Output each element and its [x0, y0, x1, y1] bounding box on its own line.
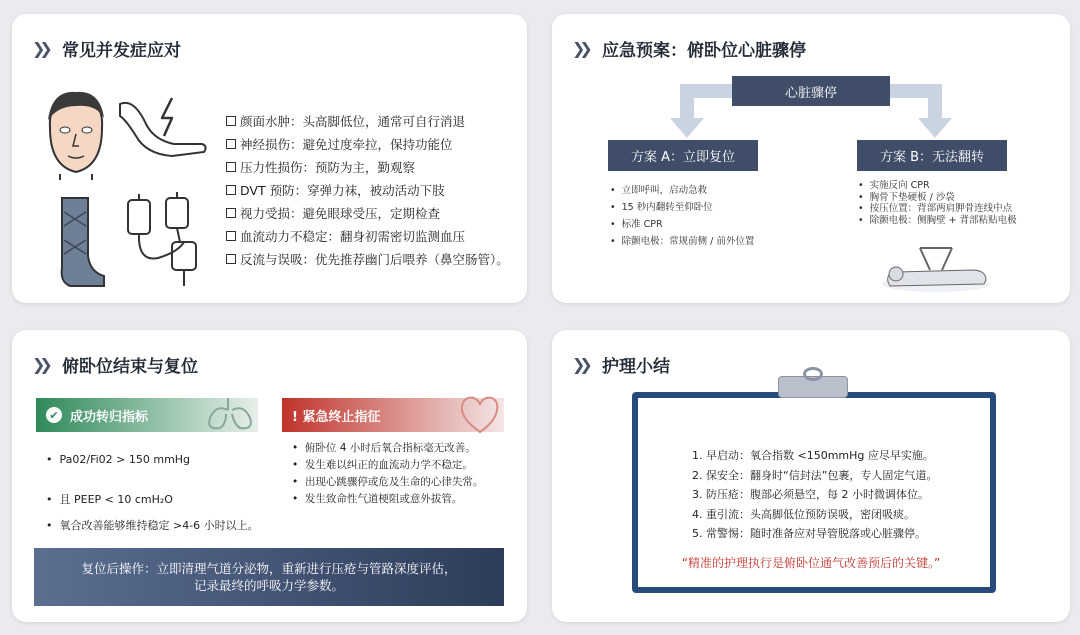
check-icon: ✔	[46, 407, 62, 423]
list-item: 压力性损伤：预防为主，勤观察	[226, 156, 516, 179]
success-header: ✔ 成功转归指标	[36, 398, 258, 432]
list-item: • 胸骨下垫硬板 / 沙袋	[858, 191, 955, 203]
compression-stocking-icon	[52, 194, 108, 290]
list-item: 3. 防压疮：腹部必须悬空，每 2 小时微调体位。	[692, 488, 929, 501]
reverse-cpr-illustration-icon	[880, 244, 992, 294]
list-item: • 发生致命性气道梗阻或意外拔管。	[292, 493, 463, 505]
nerve-injury-arm-icon	[116, 94, 212, 164]
complications-list	[226, 110, 516, 271]
list-item: • 发生难以纠正的血流动力学不稳定。	[292, 459, 473, 471]
arrow-down-icon	[918, 118, 952, 138]
list-item: 血流动力不稳定：翻身初需密切监测血压	[226, 225, 516, 248]
list-item: • 出现心跳骤停或危及生命的心律失常。	[292, 476, 484, 488]
chevron-right-icon: ❯❯	[32, 39, 47, 58]
list-item: • 按压位置：背部两肩胛骨连线中点	[858, 203, 1013, 214]
end-card	[12, 330, 527, 622]
stop-header: ! 紧急终止指征	[282, 398, 504, 432]
summary-card	[552, 330, 1070, 622]
list-item: • 除颤电极：侧胸壁 + 背部粘贴电极	[858, 214, 1017, 226]
list-item: 神经损伤：避免过度牵拉，保持功能位	[226, 133, 516, 156]
lungs-icon	[202, 394, 258, 434]
heart-icon	[456, 392, 504, 436]
card-header	[32, 352, 198, 377]
list-item: 视力受损：避免眼球受压，定期检查	[226, 202, 516, 225]
post-reposition-note: 复位后操作：立即清理气道分泌物，重新进行压疮与管路深度评估， 记录最终的呼吸力学参数。	[34, 548, 504, 606]
chevron-right-icon: ❯❯	[572, 39, 587, 58]
emergency-card	[552, 14, 1070, 303]
card-header	[32, 36, 181, 61]
drainage-tube-icon	[118, 192, 208, 290]
plan-a-list	[610, 182, 760, 250]
chevron-right-icon: ❯❯	[32, 355, 47, 374]
list-item: • 15 秒内翻转至仰卧位	[610, 202, 713, 213]
card-title: 应急预案：俯卧位心脏骤停	[602, 41, 806, 61]
cardiac-arrest-box: 心脏骤停	[732, 76, 890, 106]
list-item: 2. 保安全：翻身时“信封法”包裹，专人固定气道。	[692, 468, 938, 482]
plan-b-list	[858, 180, 1058, 226]
success-item: • Pa02/Fi02 > 150 mmHg	[46, 453, 191, 466]
card-title: 护理小结	[602, 357, 670, 377]
list-item: 5. 常警惕：随时准备应对导管脱落或心脏骤停。	[692, 527, 926, 540]
plan-b-box: 方案 B：无法翻转	[857, 140, 1007, 171]
list-item: • 除颤电极：常规前侧 / 前外位置	[610, 236, 755, 247]
list-item: DVT 预防：穿弹力袜，被动活动下肢	[226, 179, 516, 202]
chevron-right-icon: ❯❯	[572, 355, 587, 374]
complications-card	[12, 14, 527, 303]
connector	[928, 84, 942, 122]
clipboard-clip-icon	[778, 376, 848, 398]
list-item: 4. 重引流：头高脚低位预防误吸，密闭吸痰。	[692, 507, 915, 521]
list-item: • 标准 CPR	[610, 219, 663, 230]
card-header	[572, 36, 806, 61]
list-item: • 俯卧位 4 小时后氧合指标毫无改善。	[292, 442, 476, 454]
summary-quote: “精准的护理执行是俯卧位通气改善预后的关键。”	[681, 556, 941, 570]
card-title: 常见并发症应对	[62, 41, 181, 61]
summary-list	[692, 446, 937, 544]
connector	[680, 84, 694, 122]
card-title: 俯卧位结束与复位	[62, 357, 198, 377]
list-item: • 实施反向 CPR	[858, 180, 930, 191]
list-item: 颜面水肿：头高脚低位，通常可自行消退	[226, 110, 516, 133]
list-item: 1. 早启动：氧合指数 <150mmHg 应尽早实施。	[692, 449, 934, 462]
success-item: • 且 PEEP < 10 cmH₂O	[46, 493, 173, 506]
list-item: • 立即呼叫，启动急救	[610, 185, 708, 196]
arrow-down-icon	[670, 118, 704, 138]
success-item: • 氧合改善能够维持稳定 >4-6 小时以上。	[46, 519, 259, 532]
face-edema-icon	[40, 88, 112, 180]
plan-a-box: 方案 A：立即复位	[608, 140, 758, 171]
stop-list	[292, 440, 483, 508]
list-item: 反流与误吸：优先推荐幽门后喂养（鼻空肠管）。	[226, 248, 516, 271]
card-header	[572, 352, 670, 377]
